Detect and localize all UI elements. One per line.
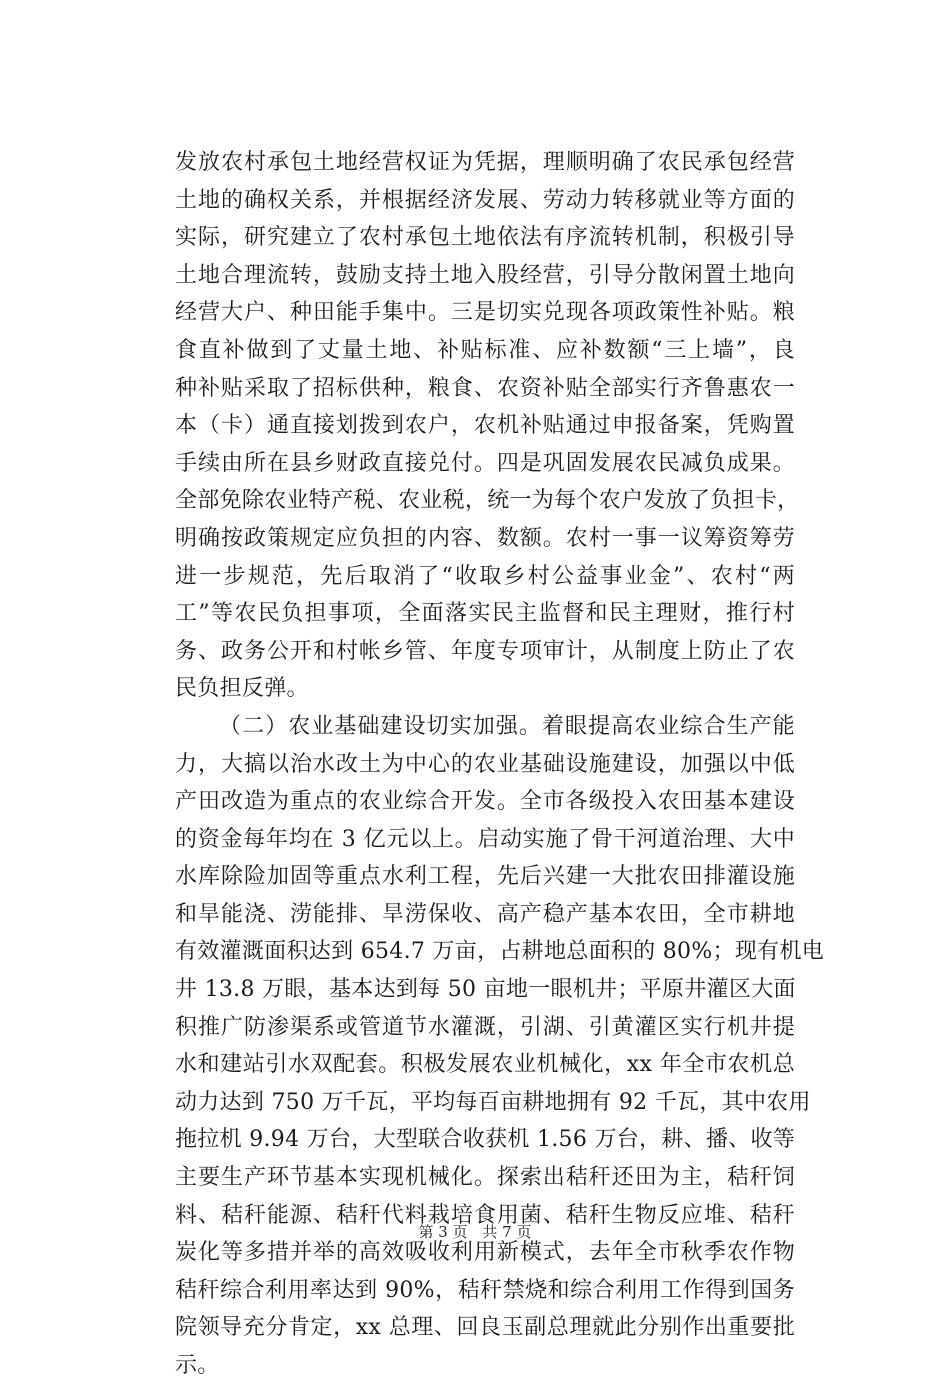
text-line: 进一步规范，先后取消了“收取乡村公益事业金”、农村“两 [175,563,795,589]
text-line: 务、政务公开和村帐乡管、年度专项审计，从制度上防止了农 [175,638,795,664]
text-line: 炭化等多措并举的高效吸收利用新模式，去年全市秋季农作物 [175,1240,795,1266]
text-line: 示。 [175,1353,220,1378]
text-line: 和旱能浇、涝能排、旱涝保收、高产稳产基本农田，全市耕地 [175,901,795,927]
text-line: 工”等农民负担事项，全面落实民主监督和民主理财，推行村 [175,601,795,627]
page-total: 共 7 页 [482,1223,532,1241]
text-line: 水和建站引水双配套。积极发展农业机械化，xx 年全市农机总 [175,1052,795,1078]
text-line: 实际，研究建立了农村承包土地依法有序流转机制，积极引导 [175,225,795,251]
text-line: 的资金每年均在 3 亿元以上。启动实施了骨干河道治理、大中 [175,826,795,852]
text-line: 种补贴采取了招标供种，粮食、农资补贴全部实行齐鲁惠农一 [175,375,795,401]
text-line: 民负担反弹。 [175,676,309,702]
text-line: 动力达到 750 万千瓦，平均每百亩耕地拥有 92 千瓦，其中农用 [175,1089,811,1115]
page-number: 第 3 页 [418,1223,468,1241]
text-line: 土地的确权关系，并根据经济发展、劳动力转移就业等方面的 [175,187,795,213]
text-line: 本（卡）通直接划拨到农户，农机补贴通过申报备案，凭购置 [175,413,795,439]
text-line: 土地合理流转，鼓励支持土地入股经营，引导分散闲置土地向 [175,262,795,288]
paragraph-policy-subsidies [175,144,800,708]
text-line: 全部免除农业特产税、农业税，统一为每个农户发放了负担卡， [175,488,800,514]
text-line: 院领导充分肯定，xx 总理、回良玉副总理就此分别作出重要批 [175,1315,795,1341]
text-line: 手续由所在县乡财政直接兑付。四是巩固发展农民减负成果。 [175,450,795,476]
text-line: 积推广防渗渠系或管道节水灌溉，引湖、引黄灌区实行机井提 [175,1014,795,1040]
text-line: 料、秸秆能源、秸秆代料栽培食用菌、秸秆生物反应堆、秸秆 [175,1202,795,1228]
text-line: 拖拉机 9.94 万台，大型联合收获机 1.56 万台，耕、播、收等 [175,1127,796,1153]
text-line: 秸秆综合利用率达到 90%，秸秆禁烧和综合利用工作得到国务 [175,1277,795,1303]
document-body [175,144,825,1385]
text-line: （二）农业基础建设切实加强。着眼提高农业综合生产能 [219,713,795,739]
text-line: 主要生产环节基本实现机械化。探索出秸秆还田为主，秸秆饲 [175,1165,795,1191]
text-line: 食直补做到了丈量土地、补贴标准、应补数额“三上墙”，良 [175,337,795,363]
text-line: 水库除险加固等重点水利工程，先后兴建一大批农田排灌设施 [175,864,795,890]
text-line: 产田改造为重点的农业综合开发。全市各级投入农田基本建设 [175,789,795,815]
text-line: 井 13.8 万眼，基本达到每 50 亩地一眼机井；平原井灌区大面 [175,977,796,1003]
text-line: 有效灌溉面积达到 654.7 万亩，占耕地总面积的 80%；现有机电 [175,939,825,965]
paragraph-agricultural-infrastructure [175,708,825,1385]
page-footer [0,1222,950,1242]
text-line: 力，大搞以治水改土为中心的农业基础设施建设，加强以中低 [175,751,795,777]
text-line: 经营大户、种田能手集中。三是切实兑现各项政策性补贴。粮 [175,300,795,326]
text-line: 发放农村承包土地经营权证为凭据，理顺明确了农民承包经营 [175,150,795,175]
text-line: 明确按政策规定应负担的内容、数额。农村一事一议筹资筹劳 [175,525,795,551]
